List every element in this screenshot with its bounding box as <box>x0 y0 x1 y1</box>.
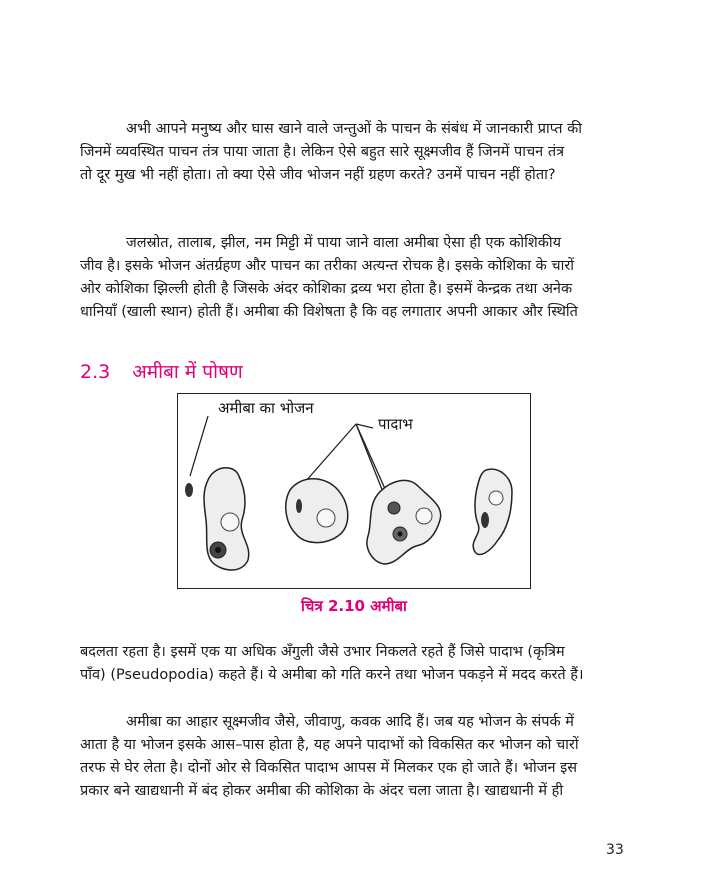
section-title: अमीबा में पोषण <box>132 361 243 383</box>
label-amoeba-food: अमीबा का भोजन <box>218 399 314 417</box>
text-line: धानियाँ (खाली स्थान) होती हैं। अमीबा की विशेषता है कि वह लगातार अपनी आकार और स्थिति <box>80 304 578 320</box>
figure-caption: चित्र 2.10 अमीबा <box>301 597 407 615</box>
amoeba-illustration <box>178 394 530 588</box>
text-line: अभी आपने मनुष्य और घास खाने वाले जन्तुओं के पाचन के संबंध में जानकारी प्राप्त की <box>126 121 583 137</box>
text-line: पाँव) (Pseudopodia) कहते हैं। ये अमीबा को गति करने तथा भोजन पकड़ने में मदद करते हैं। <box>80 667 584 683</box>
paragraph-pseudopodia <box>80 641 632 687</box>
amoeba-2 <box>286 479 348 543</box>
section-heading <box>80 358 243 384</box>
paragraph-amoeba-description <box>80 232 632 324</box>
food-particle <box>185 483 193 497</box>
text-line: बदलता रहता है। इसमें एक या अधिक अँगुली जैसे उभार निकलते रहते हैं जिसे पादाभ (कृत्रिम <box>80 644 565 660</box>
text-line: जीव है। इसके भोजन अंतर्ग्रहण और पाचन का तरीका अत्यन्त रोचक है। इसके कोशिका के चारों <box>80 258 575 274</box>
label-pseudopod: पादाभ <box>378 415 413 433</box>
text-line: तो दूर मुख भी नहीं होता। तो क्या ऐसे जीव भोजन नहीं ग्रहण करते? उनमें पाचन नहीं होता? <box>80 167 556 183</box>
text-line: प्रकार बने खाद्यधानी में बंद होकर अमीबा की कोशिका के अंदर चला जाता है। खाद्यधानी में ही <box>80 783 564 799</box>
text-line: जिनमें व्यवस्थित पाचन तंत्र पाया जाता है। लेकिन ऐसे बहुत सारे सूक्ष्मजीव हैं जिनमें पाचन तंत्र <box>80 144 565 160</box>
amoeba-3 <box>367 480 441 564</box>
section-number: 2.3 <box>80 361 111 383</box>
paragraph-intro <box>80 118 632 187</box>
text-line: अमीबा का आहार सूक्ष्मजीव जैसे, जीवाणु, कवक आदि हैं। जब यह भोजन के संपर्क में <box>126 714 574 730</box>
paragraph-amoeba-food <box>80 711 632 803</box>
text-line: जलस्रोत, तालाब, झील, नम मिट्टी में पाया जाने वाला अमीबा ऐसा ही एक कोशिकीय <box>126 235 562 251</box>
amoeba-figure <box>177 393 531 589</box>
amoeba-1 <box>204 468 249 570</box>
text-line: आता है या भोजन इसके आस–पास होता है, यह अपने पादाभों को विकसित कर भोजन को चारों <box>80 737 579 753</box>
text-line: तरफ से घेर लेता है। दोनों ओर से विकसित पादाभ आपस में मिलकर एक हो जाते हैं। भोजन इस <box>80 760 578 776</box>
amoeba-4 <box>473 469 512 554</box>
text-line: ओर कोशिका झिल्ली होती है जिसके अंदर कोशिका द्रव्य भरा होता है। इसमें केन्द्रक तथा अनेक <box>80 281 573 297</box>
page-number: 33 <box>606 842 624 858</box>
